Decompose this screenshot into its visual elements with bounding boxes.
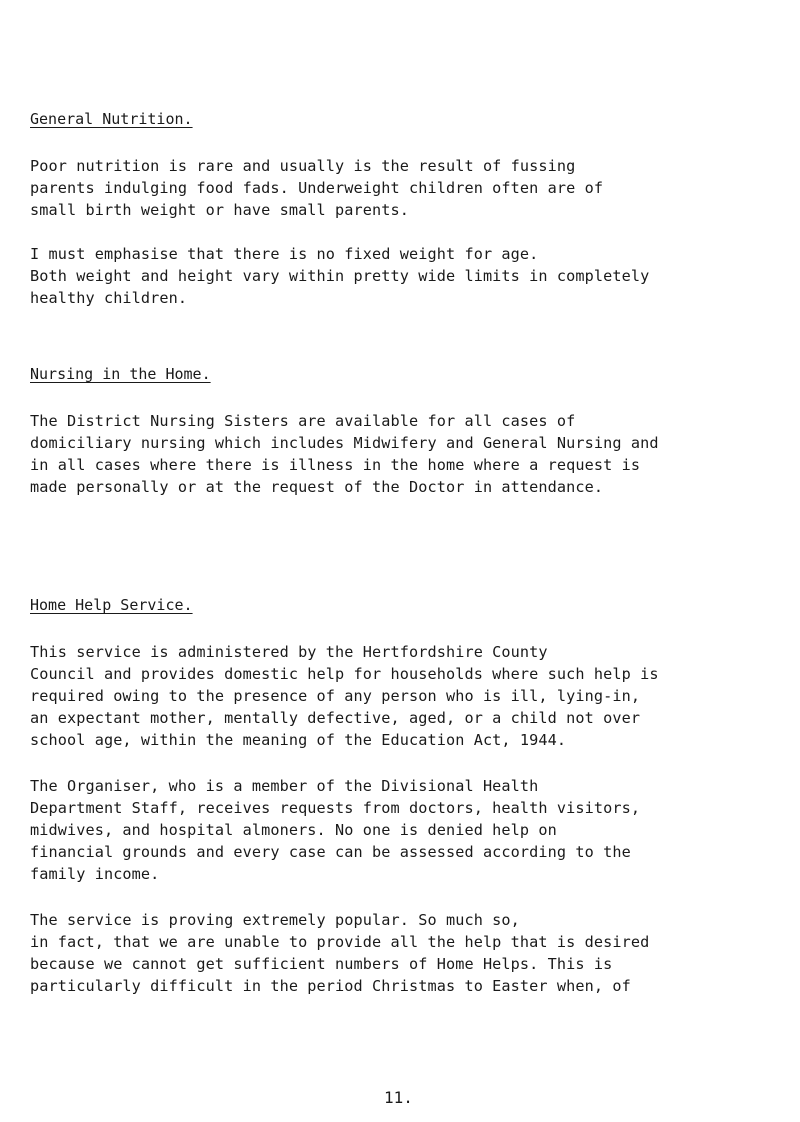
paragraph-nursing-in-the-home: The District Nursing Sisters are available for all cases of domiciliary nursing which includes Midwifery and General Nursing and in all cases where there is illness in the home where a request is made personally or at the request of the Doctor in attendance. (30, 412, 659, 496)
paragraph-home-help-service-3: The service is proving extremely popular. So much so, in fact, that we are unable to provide all the help that is desired because we cannot get sufficient numbers of Home Helps. This is particularly difficult in the period Christmas to Easter when, of (30, 911, 650, 995)
heading-home-help-service: Home Help Service. (30, 596, 193, 614)
heading-general-nutrition: General Nutrition. (30, 110, 193, 128)
paragraph-home-help-service-1: This service is administered by the Hertfordshire County Council and provides domestic help for households where such help is required owing to the presence of any person who is ill, lying-in, an expectant mother, mentally defective, aged, or a child not over school age, within the meaning of the Education Act, 1944. (30, 643, 659, 749)
page-number: 11. (384, 1088, 413, 1107)
heading-nursing-in-the-home: Nursing in the Home. (30, 365, 211, 383)
paragraph-home-help-service-2: The Organiser, who is a member of the Divisional Health Department Staff, receives requests from doctors, health visitors, midwives, and hospital almoners. No one is denied help on financial grounds and every case can be assessed according to the family income. (30, 777, 641, 883)
paragraph-general-nutrition-2: I must emphasise that there is no fixed weight for age. Both weight and height vary within pretty wide limits in completely healthy children. (30, 245, 650, 307)
paragraph-general-nutrition-1: Poor nutrition is rare and usually is the result of fussing parents indulging food fads. Underweight children often are of small birth weight or have small parents. (30, 157, 604, 219)
